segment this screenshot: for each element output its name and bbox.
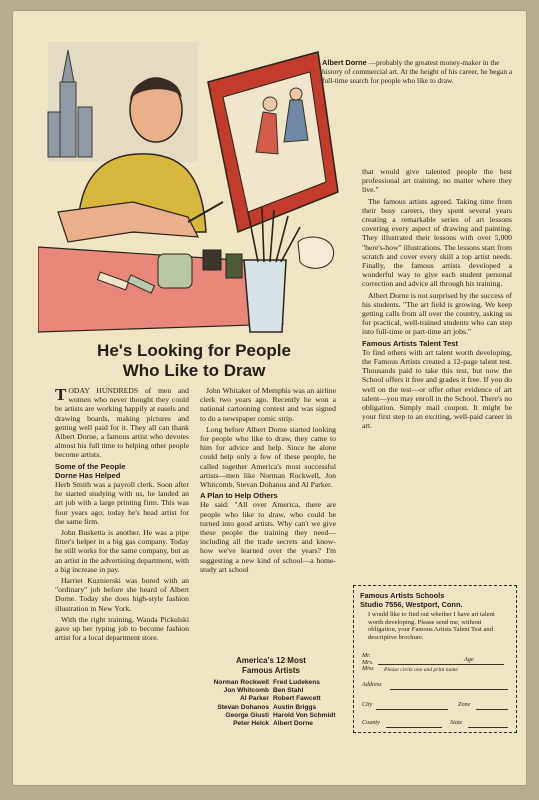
- paragraph: John Busketta is another. He was a pipe fitter's helper in a big gas company. Today he still works for the same company, but as an artist in the advertising department, with a big increase in pay.: [55, 528, 189, 574]
- drop-cap: T: [55, 385, 67, 404]
- paragraph: Long before Albert Dorne started looking for people who like to draw, they came to him for advice and help. Since he alone could help only a few of these people, he called together America's most successful artists—men like Norman Rockwell, Jon Whitcomb, Stevan Dohanos and Al Parker.: [200, 424, 336, 490]
- subheading: Some of the People Dorne Has Helped: [55, 461, 126, 480]
- subheading: Famous Artists Talent Test: [362, 338, 459, 348]
- city-field[interactable]: [376, 709, 448, 710]
- artists-names: [200, 679, 342, 728]
- paragraph: Harriet Kuznierski was bored with an "ordinary" job before she heard of Albert Dorne. Today she does high-style fashion illustration in New York.: [55, 576, 189, 613]
- paragraph: John Whitaker of Memphis was an airline clerk two years ago. Recently he won a national cartooning contest and was signed to do a newspaper comic strip.: [200, 386, 336, 423]
- article-column-1: [55, 386, 189, 644]
- artist-name: Al Parker: [240, 695, 269, 703]
- mail-in-coupon[interactable]: [353, 585, 517, 733]
- age-label: Age: [464, 656, 474, 663]
- county-label: County: [362, 719, 380, 726]
- paint-bowl-icon: [298, 237, 334, 268]
- artist-name: Harold Von Schmidt: [273, 711, 336, 719]
- illustration-caption: [322, 58, 518, 85]
- name-field[interactable]: [378, 664, 504, 665]
- paragraph: that would give talented people the best professional art training, no matter where they live.": [362, 167, 512, 195]
- famous-artists-box: [200, 656, 342, 728]
- artist-name: Albert Dorne: [273, 720, 313, 728]
- paragraph: The famous artists agreed. Taking time from their busy careers, they spent several years creating a remarkable series of art lessons covering every aspect of drawing and painting. They illustrated their lessons with over 5,000 "here's-how" illustrations. The lessons start from scratch and cover every skill a top artist needs. Finally, the famous artists developed a wonderful way to give each student personal correction and advice all through his training.: [362, 196, 512, 289]
- headline-line1: He's Looking for People: [97, 341, 291, 360]
- zone-field[interactable]: [476, 709, 508, 710]
- title-options[interactable]: Mr. Mrs. Miss: [362, 652, 374, 673]
- page-title: [62, 341, 326, 381]
- address-field[interactable]: [390, 689, 508, 690]
- caption-name: Albert Dorne: [322, 58, 367, 67]
- county-field[interactable]: [386, 727, 442, 728]
- subheading: A Plan to Help Others: [200, 491, 278, 501]
- paragraph: Albert Dorne is not surprised by the success of his students. "The art field is growing. We keep getting calls from all over the country, asking us for practical, well-trained students who can step into full-time or part-time art jobs.": [362, 290, 512, 337]
- coupon-header: Famous Artists Schools Studio 7556, Westport, Conn.: [360, 591, 463, 609]
- artist-name: Norman Rockwell: [213, 679, 269, 686]
- caption-text: —probably the greatest money-maker in the history of commercial art. At the height of his career, he began a full-time search for people who like to draw.: [322, 58, 513, 85]
- paragraph: To find others with art talent worth developing, the Famous Artists created a 12-page talent test. Thousands paid to take this test, but now the School offers it free and grades it free. If you do well on the test—or offer other evidence of art talent—you may enroll in the School. There's no obligation. Simply mail coupon. It might be your first step to an exciting, well-paid career in art.: [362, 347, 512, 431]
- artist-name: Robert Fawcett: [273, 695, 321, 703]
- artist-name: Peter Helck: [233, 720, 269, 728]
- state-field[interactable]: [468, 727, 508, 728]
- zone-label: Zone: [458, 701, 471, 708]
- address-label: Address: [362, 681, 382, 688]
- paragraph: With the right training, Wanda Pickulski gave up her typing job to become fashion artist for a local department store.: [55, 614, 189, 643]
- city-label: City: [362, 701, 373, 708]
- name-hint: Please circle one and print name: [384, 667, 458, 673]
- artist-name: George Giusti: [225, 711, 269, 719]
- artist-illustration: [38, 42, 358, 342]
- paragraph: Herb Smith was a payroll clerk. Soon after he started studying with us, he landed an art job with a large printing firm. This was four years ago; today he's head artist for the same firm.: [55, 480, 189, 526]
- coupon-body: I would like to find out whether I have art talent worth developing. Please send me, without obligation, your Famous Artists Talent Test and descriptive brochure.: [368, 611, 495, 641]
- artist-name: Austin Briggs: [273, 703, 317, 711]
- artist-name: Stevan Dohanos: [217, 703, 269, 711]
- paragraph: He said: "All over America, there are people who like to draw, who could be turned into good artists. Why can't we give these people the training they need—including all the trade secrets and know-how we've learned over the years? I'm suggesting a new kind of school—a home-study art school: [200, 500, 336, 574]
- paragraph: TODAY HUNDREDS of men and women who never thought they could be artists are working happily at easels and drawing boards, making pictures and getting well paid for it. They all can thank Albert Dorne, a famous artist who devotes almost his full time to helping other people become artists.: [55, 385, 189, 460]
- headline-line2: Who Like to Draw: [122, 361, 266, 380]
- state-label: State: [450, 719, 463, 726]
- artist-name: Fred Ludekens: [273, 679, 320, 686]
- article-column-3: [362, 167, 512, 433]
- artists-title: America's 12 Most Famous Artists: [236, 656, 306, 675]
- article-column-2: [200, 386, 336, 576]
- artist-name: Ben Stahl: [273, 687, 304, 695]
- artist-name: Jon Whitcomb: [223, 687, 269, 695]
